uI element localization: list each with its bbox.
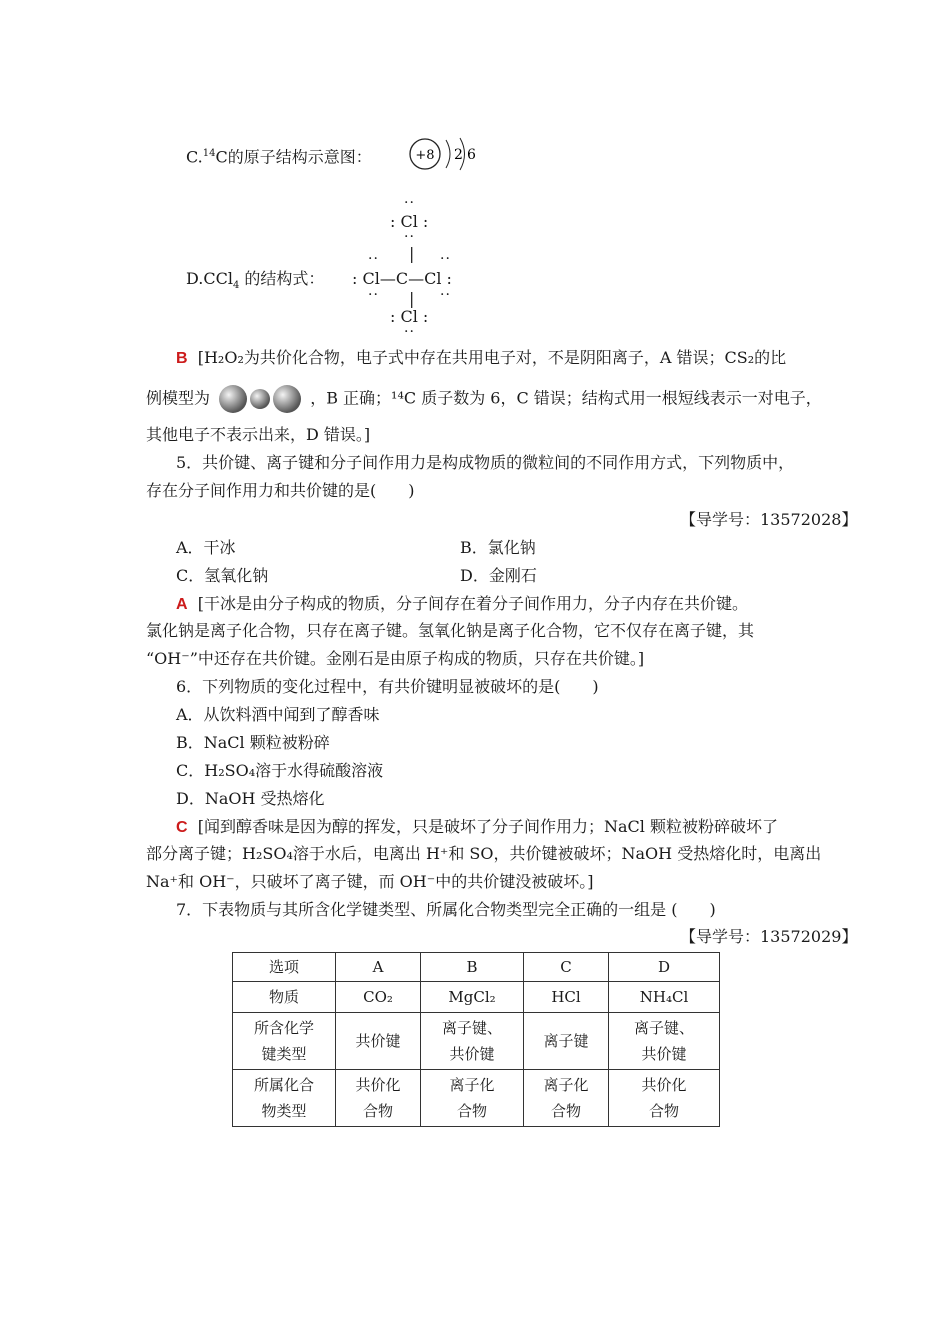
atomic-structure-diagram (408, 134, 478, 174)
q5-option-b: B．氯化钠 (460, 538, 536, 557)
q6-option-d: D．NaOH 受热熔化 (176, 789, 325, 808)
answer-4-line-2: 例模型为 ，B 正确；¹⁴C 质子数为 6，C 错误；结构式用一根短线表示一对电子， (146, 384, 822, 414)
table-row: 所含化学 键类型 共价键 离子键、 共价键 离子键 离子键、 共价键 (233, 1013, 720, 1070)
question-6-line-1: 6．下列物质的变化过程中，有共价键明显被破坏的是( ) (176, 677, 599, 696)
sulfur-atom-left (219, 385, 247, 413)
q5-option-d: D．金刚石 (460, 566, 537, 585)
q6-option-c: C．H₂SO₄溶于水得硫酸溶液 (176, 761, 384, 780)
shell1-count: 2 (454, 147, 463, 163)
q5-option-a: A．干冰 (176, 538, 236, 557)
answer-5-line-1: A [干冰是由分子构成的物质，分子间存在着分子间作用力，分子内存在共价键。 (176, 594, 748, 613)
answer-6-line-1: C [闻到醇香味是因为醇的挥发，只是破坏了分子间作用力；NaCl 颗粒被粉碎破坏了 (176, 817, 778, 836)
table-row: 所属化合 物类型 共价化 合物 离子化 合物 离子化 合物 共价化 合物 (233, 1070, 720, 1127)
q6-option-b: B．NaCl 颗粒被粉碎 (176, 733, 330, 752)
option-c-line: C.$^{14}$C的原子结构示意图： (186, 147, 372, 167)
answer-6-line-3: Na⁺和 OH⁻，只破坏了离子键，而 OH⁻中的共价键没被破坏。] (146, 872, 594, 891)
c-center: C (395, 269, 409, 288)
answer-table (232, 952, 720, 1127)
answer-5-line-2: 氯化钠是离子化合物，只存在离子键。氢氧化钠是离子化合物，它不仅存在离子键，其 (146, 621, 755, 640)
cl-top: Cl (400, 212, 418, 231)
question-7-line-1: 7．下表物质与其所含化学键类型、所属化合物类型完全正确的一组是 ( ) (176, 900, 716, 919)
cl-bottom: Cl (400, 307, 418, 326)
answer-5-line-3: “OH⁻”中还存在共价键。金刚石是由原子构成的物质，只存在共价键。] (146, 649, 645, 668)
cl-left: Cl (362, 269, 380, 288)
guide-number-7: 【导学号：13572029】 (680, 927, 858, 946)
shell-arc-1 (446, 140, 450, 168)
answer-4-line-3: 其他电子不表示出来，D 错误。] (146, 425, 371, 444)
sulfur-atom-right (273, 385, 301, 413)
guide-number-5: 【导学号：13572028】 (680, 510, 858, 529)
q6-option-a: A．从饮料酒中闻到了醇香味 (176, 705, 380, 724)
q5-option-c: C．氢氧化钠 (176, 566, 269, 585)
answer-letter: C (176, 819, 188, 836)
cs2-space-filling-model (217, 384, 303, 414)
carbon-atom (250, 389, 270, 409)
answer-6-line-2: 部分离子键；H₂SO₄溶于水后，电离出 H⁺和 SO，共价键被破坏；NaOH 受热熔化时，电离出 (146, 844, 822, 863)
table-row: 物质 CO₂ MgCl₂ HCl NH₄Cl (233, 982, 720, 1013)
question-5-line-1: 5．共价键、离子键和分子间作用力是构成物质的微粒间的不同作用方式，下列物质中， (176, 453, 795, 472)
answer-4-line-1: B [H₂O₂为共价化合物，电子式中存在共用电子对，不是阴阳离子，A 错误；CS₂的比 (176, 348, 787, 367)
option-d-line: D.CCl$_4$ 的结构式： (186, 269, 325, 292)
nucleus-charge: +8 (415, 148, 435, 163)
cl-right: Cl (424, 269, 442, 288)
shell2-count: 6 (467, 147, 476, 163)
answer-letter: A (176, 596, 188, 613)
answer-letter: B (176, 350, 188, 367)
table-row: 选项 A B C D (233, 953, 720, 982)
question-5-line-2: 存在分子间作用力和共价键的是( ) (146, 481, 415, 500)
